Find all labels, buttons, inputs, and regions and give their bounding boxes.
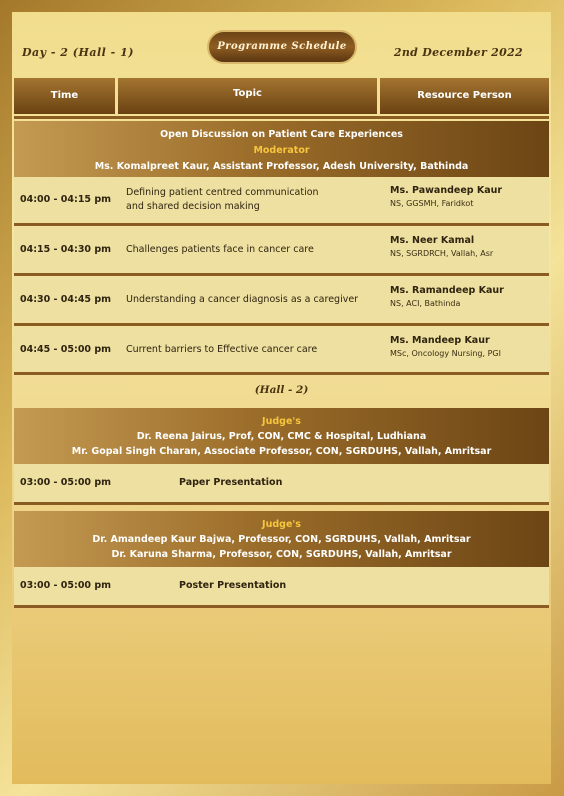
person-name: Ms. Ramandeep Kaur [390, 285, 504, 296]
hall-2-label: (Hall - 2) [254, 384, 309, 396]
column-header-topic: Topic [118, 78, 377, 114]
divider [14, 116, 549, 119]
person-name: Ms. Neer Kamal [390, 235, 475, 246]
person-name: Ms. Mandeep Kaur [390, 335, 490, 346]
header-bar [12, 12, 551, 82]
divider [14, 273, 549, 276]
person-affiliation: MSc, Oncology Nursing, PGI [390, 349, 501, 358]
row-topic-line: and shared decision making [126, 201, 260, 212]
judge-name: Dr. Karuna Sharma, Professor, CON, SGRDUHS, Vallah, Amritsar [111, 549, 452, 560]
moderator-label: Moderator [253, 145, 310, 156]
table-row [14, 227, 549, 273]
column-header-resource-person: Resource Person [380, 78, 549, 114]
judges-label: Judge's [262, 416, 301, 427]
table-row [14, 327, 549, 373]
row-topic: Poster Presentation [179, 580, 287, 591]
session-title: Open Discussion on Patient Care Experiences [160, 129, 403, 140]
table-row [14, 567, 549, 605]
divider [14, 605, 549, 608]
divider [14, 502, 549, 505]
day-hall-label: Day - 2 (Hall - 1) [22, 46, 134, 59]
person-affiliation: NS, GGSMH, Faridkot [390, 199, 474, 208]
row-time: 04:30 - 04:45 pm [20, 294, 112, 305]
row-topic: Current barriers to Effective cancer care [126, 344, 318, 355]
row-time: 04:45 - 05:00 pm [20, 344, 112, 355]
judge-name: Mr. Gopal Singh Charan, Associate Professor, CON, SGRDUHS, Vallah, Amritsar [71, 446, 492, 457]
row-time: 03:00 - 05:00 pm [20, 477, 112, 488]
divider [14, 223, 549, 226]
resource-person [390, 235, 548, 258]
resource-person [390, 185, 548, 208]
table-row [14, 464, 549, 502]
row-topic: Challenges patients face in cancer care [126, 244, 314, 255]
row-topic: Paper Presentation [179, 477, 283, 488]
resource-person [390, 335, 548, 358]
person-name: Ms. Pawandeep Kaur [390, 185, 503, 196]
judge-name: Dr. Reena Jairus, Prof, CON, CMC & Hospital, Ludhiana [136, 431, 427, 442]
judges-label: Judge's [262, 519, 301, 530]
judge-name: Dr. Amandeep Kaur Bajwa, Professor, CON, SGRDUHS, Vallah, Amritsar [92, 534, 471, 545]
row-topic-line: Defining patient centred communication [126, 187, 319, 198]
table-row [14, 277, 549, 323]
event-date: 2nd December 2022 [393, 46, 523, 59]
row-topic [126, 177, 382, 223]
divider [14, 372, 549, 375]
divider [14, 323, 549, 326]
session-band [14, 121, 549, 177]
row-time: 04:00 - 04:15 pm [20, 194, 112, 205]
schedule-page [12, 12, 551, 784]
row-time: 03:00 - 05:00 pm [20, 580, 112, 591]
programme-schedule-title: Programme Schedule [207, 30, 357, 64]
row-topic: Understanding a cancer diagnosis as a caregiver [126, 294, 359, 305]
judges-band [14, 511, 549, 567]
person-affiliation: NS, ACI, Bathinda [390, 299, 461, 308]
resource-person [390, 285, 548, 308]
column-header-time: Time [14, 78, 115, 114]
moderator-name: Ms. Komalpreet Kaur, Assistant Professor, Adesh University, Bathinda [94, 161, 469, 172]
table-row [14, 177, 549, 223]
judges-band [14, 408, 549, 464]
person-affiliation: NS, SGRDRCH, Vallah, Asr [390, 249, 494, 258]
row-time: 04:15 - 04:30 pm [20, 244, 112, 255]
